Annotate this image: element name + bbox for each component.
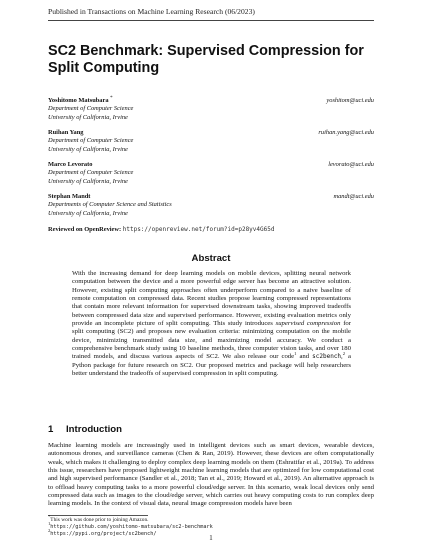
abstract-heading: Abstract — [191, 253, 231, 264]
intro-paragraph: Machine learning models are increasingly used in intelligent devices such as smart devices, wearable devices, autonomous drones, and surveillance cameras (Chen & Ran, 2019). However, these devices are often computationally weak, which makes it challenging to deploy complex deep learning models on them (Eshratifar et al., 2019a). To address this issue, researchers have proposed lightweight machine learning models that are optimized for low computational cost and high supervised performance (Sandler et al., 2018; Tan et al., 2019; Howard et al., 2019). An alternative approach is to offload heavy computing tasks to a more powerful cloud/edge server. In this scenario, weak local devices only send compressed data such as images to the cloud/edge server, which carries out heavy computing costs to run complex deep learning models. In the context of visual data, neural image compression models have been — [48, 442, 374, 508]
page-number: 1 — [209, 535, 213, 542]
footnote-link[interactable]: https://pypi.org/project/sc2bench/ — [50, 531, 157, 537]
footnote-link[interactable]: https://github.com/yoshitomo-matsubara/sc2-benchmark — [50, 524, 213, 530]
author-block — [48, 97, 374, 122]
footnote-mark: 1 — [48, 521, 51, 527]
abstract-text: for split computing (SC2) and proposes new evaluation criteria: minimizing computation on the mobile device, minimizing transmitted data size, and maximizing model accuracy. We conduct a comprehensive benchmark study using 10 baseline methods, three computer vision tasks, and over 180 trained models, and discuss various aspects of SC2. We also release our code — [72, 320, 352, 361]
abstract-emphasis: supervised compression — [275, 320, 341, 328]
author-univ: University of California, Irvine — [48, 145, 128, 153]
author-name: Ruihan Yang — [48, 129, 84, 136]
author-dept: Department of Computer Science — [48, 169, 134, 177]
author-dept: Departments of Computer Science and Statistics — [48, 201, 172, 209]
abstract-text: a Python package for future research on SC2. Our proposed metrics and package will help researchers better understand the tradeoffs of supervised compression in split computing. — [72, 353, 352, 378]
author-univ: University of California, Irvine — [48, 177, 128, 185]
abstract-text: and — [299, 353, 310, 361]
author-block — [48, 129, 374, 154]
author-dept: Department of Computer Science — [48, 105, 134, 113]
footnote-ref[interactable]: 1 — [294, 351, 297, 357]
author-name: Marco Levorato — [48, 161, 93, 168]
author-dept: Department of Computer Science — [48, 137, 134, 145]
author-block — [48, 193, 374, 218]
reviewed-line — [48, 226, 274, 233]
intro-body — [48, 442, 374, 509]
abstract-text: With the increasing demand for deep learning models on mobile devices, splitting neural network computation between the device and a more powerful edge server has become an attractive solution. However, existing split computing approaches often underperform compared to a naive baseline of remote computation on compressed data. Recent studies propose learning compressed representations that contain more relevant information for supervised downstream tasks, showing improved tradeoffs between compressed data size and supervised performance. However, existing evaluation metrics only provide an incomplete picture of split computing. This study introduces — [72, 270, 351, 328]
author-univ: University of California, Irvine — [48, 209, 128, 217]
author-name: Stephan Mandt — [48, 193, 91, 200]
footnote-rule — [48, 515, 148, 516]
author-email[interactable]: ruihan.yang@uci.edu — [318, 129, 374, 136]
section-heading — [48, 424, 122, 435]
footnote-text: This work was done prior to joining Amazon. — [50, 517, 149, 523]
author-footnote-mark: * — [110, 95, 113, 101]
package-name: sc2bench — [312, 353, 342, 361]
footnote-ref[interactable]: 2 — [342, 351, 346, 357]
author-email[interactable]: yoshitom@uci.edu — [326, 97, 374, 104]
footnote-mark: * — [48, 514, 51, 520]
abstract-body: With the increasing demand for deep learning models on mobile devices, splitting neural network computation between the device and a more powerful edge server has become an attractive solution. However, existing split computing approaches often underperform compared to a naive baseline of remote computation on compressed data. Recent studies propose learning compressed representations that contain more relevant information for supervised downstream tasks, showing improved tradeoffs between compressed data size and supervised performance. However, existing evaluation metrics only provide an incomplete picture of split computing. This study introduces supervised compression for split computing (SC2) and proposes new evaluation criteria: minimizing computation on the mobile device, minimizing transmitted data size, and maximizing model accuracy. We conduct a comprehensive benchmark study using 10 baseline methods, three computer vision tasks, and over 180 trained models, and discuss various aspects of SC2. We also release our code$^1$ and sc2bench,$^2$ a Python package for future research on SC2. Our proposed metrics and package will help researchers better understand the tradeoffs of supervised compression in split computing. — [72, 270, 352, 378]
author-email[interactable]: levorato@uci.edu — [328, 161, 374, 168]
reviewed-label: Reviewed on OpenReview: — [48, 226, 122, 233]
section-title: Introduction — [66, 424, 122, 435]
author-name: Yoshitomo Matsubara — [48, 97, 109, 104]
paper-title: SC2 Benchmark: Supervised Compression for Split Computing — [48, 43, 364, 76]
journal-header: Published in Transactions on Machine Learning Research (06/2023) — [48, 7, 255, 16]
author-email[interactable]: mandt@uci.edu — [333, 193, 374, 200]
footnote-mark: 2 — [48, 528, 51, 534]
section-number: 1 — [48, 424, 54, 435]
author-block — [48, 161, 374, 186]
openreview-link[interactable]: https://openreview.net/forum?id=p28yv4G65d — [122, 226, 275, 233]
author-univ: University of California, Irvine — [48, 113, 128, 121]
header-rule — [48, 20, 374, 21]
